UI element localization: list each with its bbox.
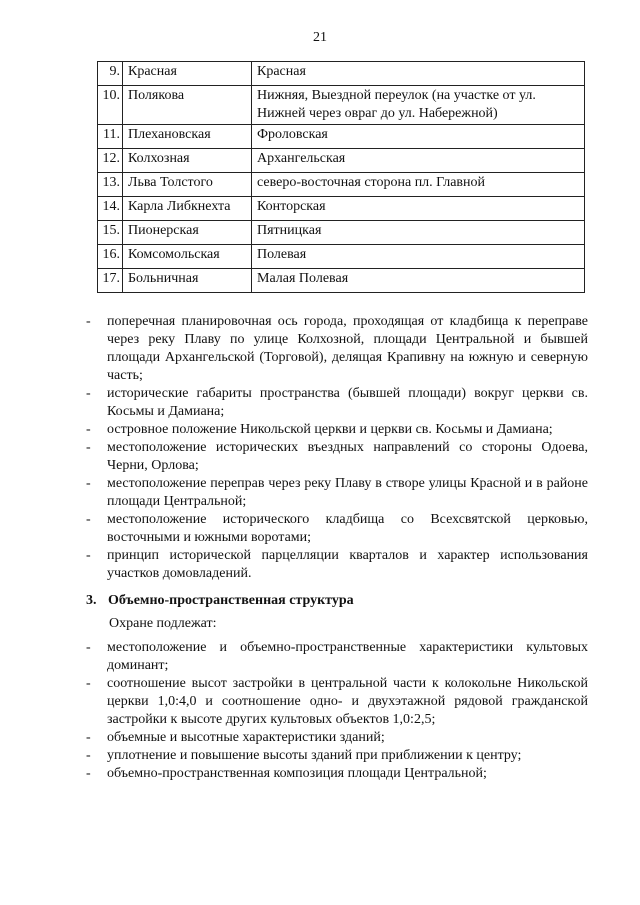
table-row xyxy=(98,149,585,173)
list-item-text: местоположение исторического кладбища со Всехсвятской церковью, восточными и южными воротами; xyxy=(107,512,588,545)
list-item-text: островное положение Никольской церкви и церкви св. Косьмы и Дамиана; xyxy=(107,422,553,437)
current-street-name: Карла Либкнехта xyxy=(123,197,252,221)
dash-marker: - xyxy=(86,676,91,691)
historical-street-name: Красная xyxy=(252,62,585,86)
list-item xyxy=(86,747,588,765)
historical-street-name: Фроловская xyxy=(252,125,585,149)
list-item xyxy=(86,475,588,511)
row-number: 10. xyxy=(98,86,123,125)
table-row xyxy=(98,245,585,269)
current-street-name: Льва Толстого xyxy=(123,173,252,197)
street-names-table xyxy=(97,61,585,293)
list-item-text: поперечная планировочная ось города, проходящая от кладбища к переправе через реку Плаву по улице Колхозной, площади Центральной и бывшей площади Архангельской (Торговой), делящая Крапивну на южную и северную часть; xyxy=(107,314,588,383)
current-street-name: Колхозная xyxy=(123,149,252,173)
page-number: 21 xyxy=(313,30,327,45)
list-item xyxy=(86,729,588,747)
list-item xyxy=(86,439,588,475)
table-row xyxy=(98,173,585,197)
list-item-text: соотношение высот застройки в центральной части к колокольне Никольской церкви 1,0:4,0 и соотношение одно- и двухэтажной рядовой гражданской застройки к высоте других культовых объектов 1,0:2,5; xyxy=(107,676,588,727)
dash-marker: - xyxy=(86,476,91,491)
row-number: 17. xyxy=(98,269,123,293)
list-item xyxy=(86,421,588,439)
table-row xyxy=(98,197,585,221)
list-item-text: местоположение переправ через реку Плаву в створе улицы Красной и в районе площади Центральной; xyxy=(107,476,588,509)
list-item xyxy=(86,547,588,583)
current-street-name: Красная xyxy=(123,62,252,86)
row-number: 14. xyxy=(98,197,123,221)
dash-marker: - xyxy=(86,748,91,763)
list-item xyxy=(86,765,588,783)
table-row xyxy=(98,269,585,293)
dash-marker: - xyxy=(86,386,91,401)
section-heading xyxy=(86,593,354,609)
historical-street-name: северо-восточная сторона пл. Главной xyxy=(252,173,585,197)
list-item xyxy=(86,639,588,675)
table-row xyxy=(98,86,585,125)
list-item-text: местоположение и объемно-пространственные характеристики культовых доминант; xyxy=(107,640,588,673)
section-number: 3. xyxy=(86,593,97,608)
list-item xyxy=(86,313,588,385)
current-street-name: Комсомольская xyxy=(123,245,252,269)
current-street-name: Пионерская xyxy=(123,221,252,245)
row-number: 9. xyxy=(98,62,123,86)
row-number: 12. xyxy=(98,149,123,173)
list-item xyxy=(86,511,588,547)
dash-marker: - xyxy=(86,314,91,329)
protected-volumetric-elements-list xyxy=(86,639,588,783)
row-number: 11. xyxy=(98,125,123,149)
list-item-text: исторические габариты пространства (бывшей площади) вокруг церкви св. Косьмы и Дамиана; xyxy=(107,386,588,419)
section-intro: Охране подлежат: xyxy=(109,616,217,631)
table-row xyxy=(98,125,585,149)
list-item-text: местоположение исторических въездных направлений со стороны Одоева, Черни, Орлова; xyxy=(107,440,588,473)
row-number: 15. xyxy=(98,221,123,245)
historical-street-name: Полевая xyxy=(252,245,585,269)
dash-marker: - xyxy=(86,640,91,655)
current-street-name: Плехановская xyxy=(123,125,252,149)
current-street-name: Полякова xyxy=(123,86,252,125)
dash-marker: - xyxy=(86,422,91,437)
list-item-text: объемно-пространственная композиция площади Центральной; xyxy=(107,766,487,781)
dash-marker: - xyxy=(86,548,91,563)
table-row xyxy=(98,221,585,245)
current-street-name: Больничная xyxy=(123,269,252,293)
dash-marker: - xyxy=(86,766,91,781)
list-item-text: принцип исторической парцелляции кварталов и характер использования участков домовладений. xyxy=(107,548,588,581)
table-row xyxy=(98,62,585,86)
historical-street-name: Малая Полевая xyxy=(252,269,585,293)
historical-street-name: Пятницкая xyxy=(252,221,585,245)
list-item xyxy=(86,675,588,729)
historical-street-name: Нижняя, Выездной переулок (на участке от ул. Нижней через овраг до ул. Набережной) xyxy=(252,86,585,125)
row-number: 16. xyxy=(98,245,123,269)
list-item xyxy=(86,385,588,421)
section-title: Объемно-пространственная структура xyxy=(108,593,354,608)
list-item-text: объемные и высотные характеристики зданий; xyxy=(107,730,385,745)
row-number: 13. xyxy=(98,173,123,197)
historical-street-name: Конторская xyxy=(252,197,585,221)
protected-planning-elements-list xyxy=(86,313,588,583)
historical-street-name: Архангельская xyxy=(252,149,585,173)
dash-marker: - xyxy=(86,512,91,527)
dash-marker: - xyxy=(86,730,91,745)
list-item-text: уплотнение и повышение высоты зданий при приближении к центру; xyxy=(107,748,522,763)
dash-marker: - xyxy=(86,440,91,455)
